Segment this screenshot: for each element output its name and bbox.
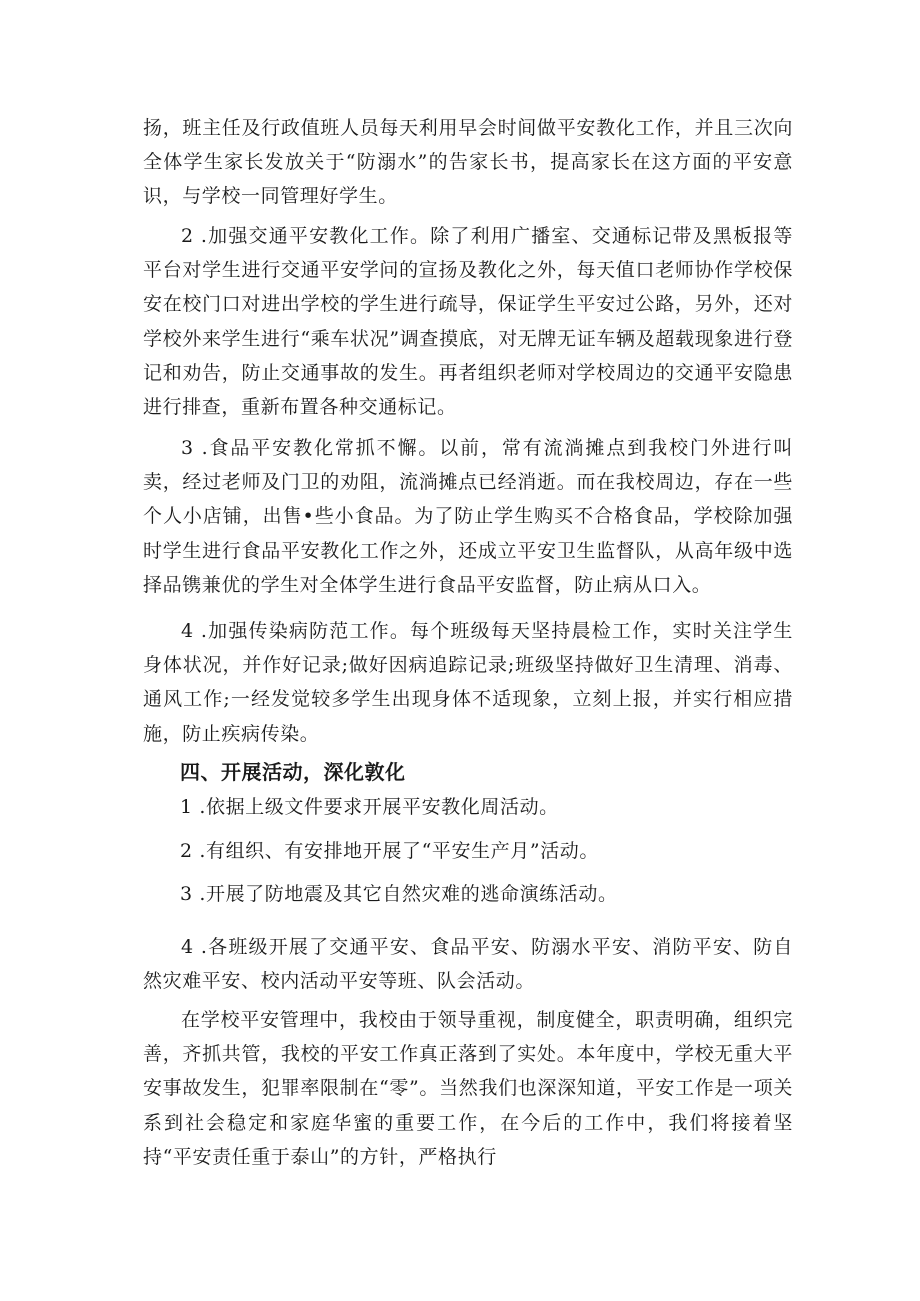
paragraph-food-safety: 3 .食品平安教化常抓不懈。以前，常有流淌摊点到我校门外进行叫卖，经过老师及门卫的劝阻，流淌摊点已经消逝。而在我校周边，存在一些个人小店铺，出售•些小食品。为了防止学生购买不合格食品，学校除加强时学生进行食品平安教化工作之外，还成立平安卫生监督队，从高年级中选择品镌兼优的学生对全体学生进行食品平安监督，防止病从口入。: [143, 437, 793, 596]
closing-paragraph: 在学校平安管理中，我校由于领导重视，制度健全，职责明确，组织完善，齐抓共管，我校的平安工作真正落到了实处。本年度中，学校无重大平安事故发生，犯罪率限制在“零”。当然我们也深深知道，平安工作是一项关系到社会稳定和家庭华蜜的重要工作，在今后的工作中，我们将接着坚持“平安责任重于泰山”的方针，严格执行: [143, 1009, 793, 1168]
paragraph-drowning-prevention-continued: 扬，班主任及行政值班人员每天利用早会时间做平安教化工作，并且三次向全体学生家长发放关于“防溺水”的告家长书，提高家长在这方面的平安意识，与学校一同管理好学生。: [143, 117, 793, 208]
activity-item-4: 4 .各班级开展了交通平安、食品平安、防溺水平安、消防平安、防自然灾难平安、校内活动平安等班、队会活动。: [143, 936, 793, 993]
activity-item-3: 3 .开展了防地震及其它自然灾难的逃命演练活动。: [180, 883, 618, 905]
paragraph-traffic-safety: 2 .加强交通平安教化工作。除了利用广播室、交通标记带及黑板报等平台对学生进行交通平安学问的宣扬及教化之外，每天值口老师协作学校保安在校门口对进出学校的学生进行疏导，保证学生平安过公路，另外，还对学校外来学生进行“乘车状况”调查摸底，对无牌无证车辆及超载现象进行登记和劝告，防止交通事故的发生。再者组织老师对学校周边的交通平安隐患进行排查，重新布置各种交通标记。: [143, 225, 793, 419]
activity-item-1: 1 .依据上级文件要求开展平安教化周活动。: [180, 796, 559, 818]
section-heading: 四、开展活动，深化敦化: [180, 760, 406, 784]
paragraph-infectious-disease: 4 .加强传染病防范工作。每个班级每天坚持晨检工作，实时关注学生身体状况，并作好记录;做好因病追踪记录;班级坚持做好卫生清理、消毒、通风工作;一经发觉较多学生出现身体不适现象，立刻上报，并实行相应措施，防止疾病传染。: [143, 620, 793, 745]
activity-item-2: 2 .有组织、有安排地开展了“平安生产月”活动。: [180, 840, 599, 862]
